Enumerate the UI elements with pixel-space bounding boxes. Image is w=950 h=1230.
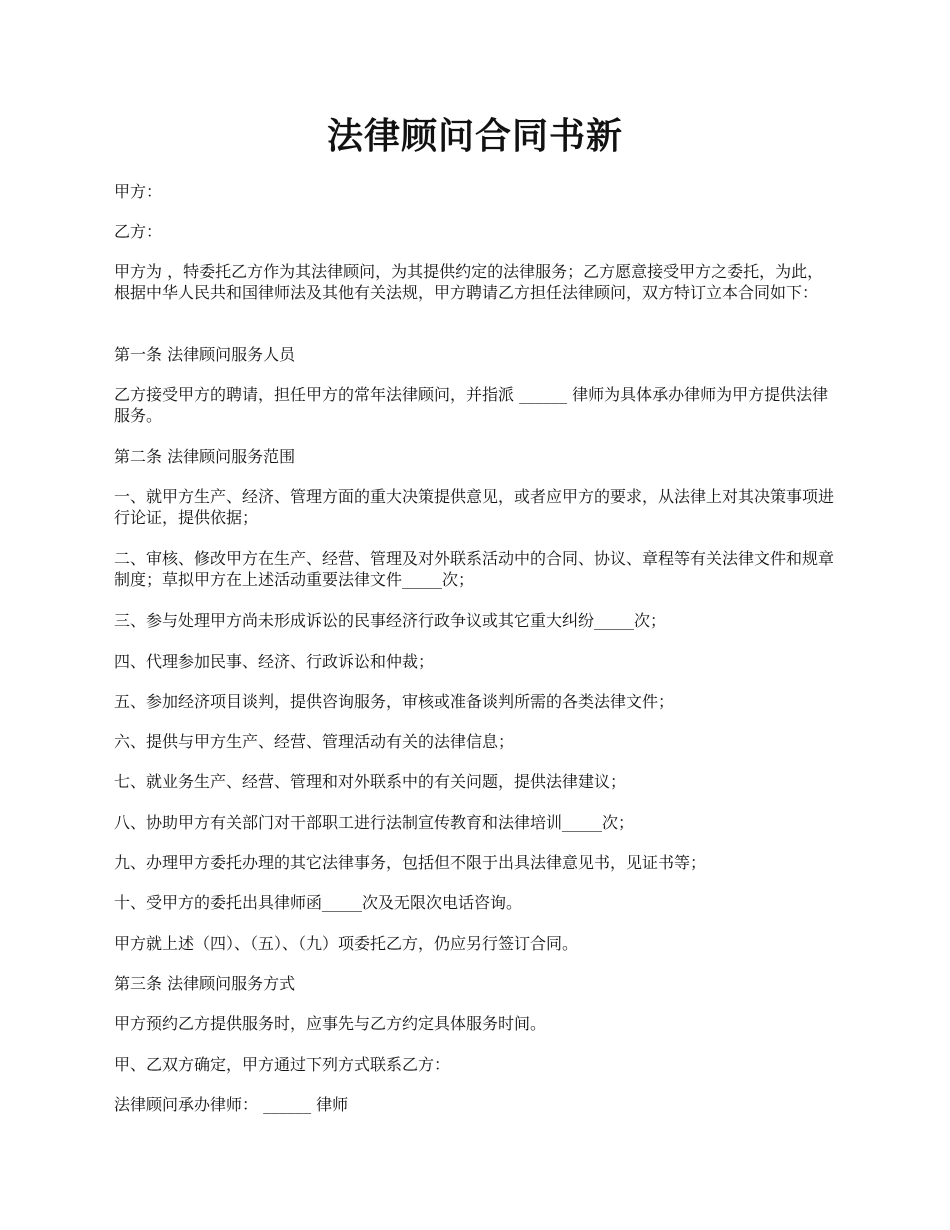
scope-item-8: 八、协助甲方有关部门对干部职工进行法制宣传教育和法律培训_____次；	[114, 813, 635, 832]
scope-note: 甲方就上述（四）、（五）、（九）项委托乙方，仍应另行签订合同。	[114, 934, 579, 953]
scope-item-3: 三、参与处理甲方尚未形成诉讼的民事经济行政争议或其它重大纠纷_____次；	[114, 611, 667, 630]
party-a-line: 甲方：	[114, 182, 163, 201]
scope-item-4: 四、代理参加民事、经济、行政诉讼和仲裁；	[114, 652, 435, 671]
scope-item-9: 九、办理甲方委托办理的其它法律事务，包括但不限于出具法律意见书，见证书等；	[114, 853, 707, 872]
scope-item-6: 六、提供与甲方生产、经营、管理活动有关的法律信息；	[114, 732, 515, 751]
scope-item-5: 五、参加经济项目谈判，提供咨询服务，审核或准备谈判所需的各类法律文件；	[114, 692, 675, 711]
contact-method-paragraph: 甲、乙双方确定，甲方通过下列方式联系乙方：	[114, 1055, 451, 1074]
preamble-paragraph: 甲方为 ，特委托乙方作为其法律顾问，为其提供约定的法律服务；乙方愿意接受甲方之委托，为此，根据中华人民共和国律师法及其他有关法规，甲方聘请乙方担任法律顾问，双方特订立本合同如下：	[114, 262, 824, 302]
assigned-lawyer-line: 法律顾问承办律师： ______ 律师	[114, 1095, 349, 1114]
service-booking-paragraph: 甲方预约乙方提供服务时，应事先与乙方约定具体服务时间。	[114, 1014, 547, 1033]
article-2-heading: 第二条 法律顾问服务范围	[114, 447, 296, 466]
article-1-heading: 第一条 法律顾问服务人员	[114, 345, 296, 364]
scope-item-2: 二、审核、修改甲方在生产、经营、管理及对外联系活动中的合同、协议、章程等有关法律文件和规章制度；草拟甲方在上述活动重要法律文件_____次；	[114, 549, 835, 589]
article-1-body: 乙方接受甲方的聘请，担任甲方的常年法律顾问，并指派 ______ 律师为具体承办律师为甲方提供法律服务。	[114, 385, 829, 425]
article-3-heading: 第三条 法律顾问服务方式	[114, 974, 296, 993]
document-title: 法律顾问合同书新	[326, 115, 623, 157]
scope-item-1: 一、就甲方生产、经济、管理方面的重大决策提供意见，或者应甲方的要求，从法律上对其决策事项进行论证，提供依据；	[114, 487, 835, 527]
party-b-line: 乙方：	[114, 222, 163, 241]
scope-item-10: 十、受甲方的委托出具律师函_____次及无限次电话咨询。	[114, 893, 523, 912]
scope-item-7: 七、就业务生产、经营、管理和对外联系中的有关问题，提供法律建议；	[114, 772, 627, 791]
